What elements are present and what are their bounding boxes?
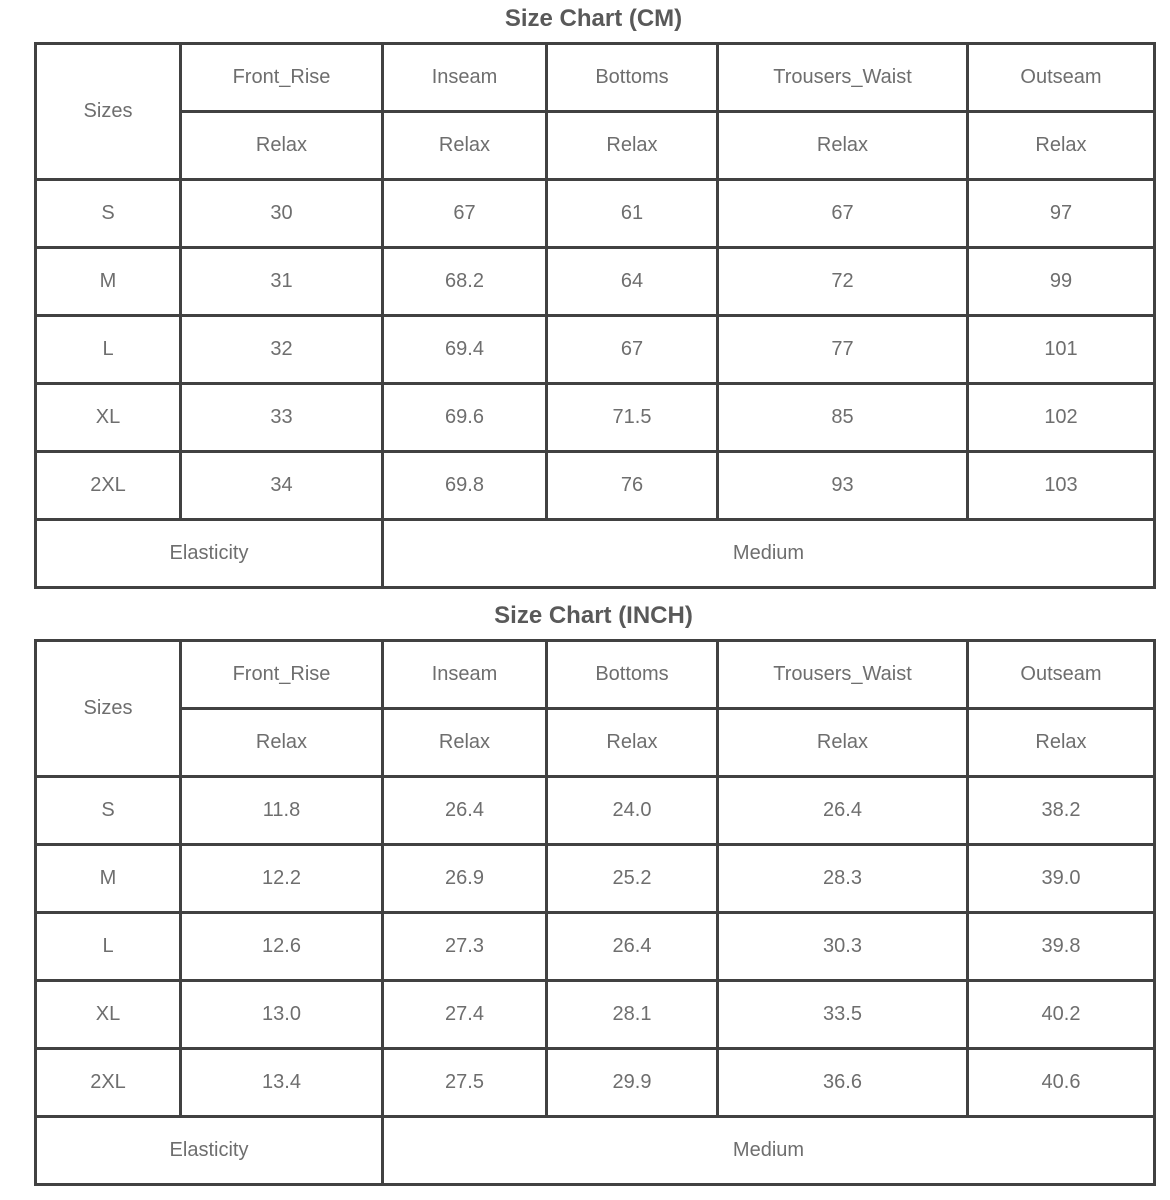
column-header-bottoms: Bottoms bbox=[547, 641, 718, 709]
column-header-bottoms: Bottoms bbox=[547, 44, 718, 112]
measurement-value: 101 bbox=[968, 316, 1155, 384]
table-row bbox=[36, 777, 1155, 845]
elasticity-label: Elasticity bbox=[36, 1117, 383, 1185]
measurement-value: 30 bbox=[181, 180, 383, 248]
size-label: 2XL bbox=[36, 1049, 181, 1117]
size-label: L bbox=[36, 316, 181, 384]
size-chart-inch-table bbox=[34, 639, 1156, 1186]
size-label: XL bbox=[36, 384, 181, 452]
footer-row-elasticity bbox=[36, 520, 1155, 588]
column-header-front-rise: Front_Rise bbox=[181, 641, 383, 709]
header-row-measurements bbox=[36, 641, 1155, 709]
fit-label: Relax bbox=[383, 112, 547, 180]
fit-label: Relax bbox=[181, 709, 383, 777]
size-label: L bbox=[36, 913, 181, 981]
table-row bbox=[36, 981, 1155, 1049]
measurement-value: 39.8 bbox=[968, 913, 1155, 981]
measurement-value: 97 bbox=[968, 180, 1155, 248]
size-label: M bbox=[36, 248, 181, 316]
measurement-value: 103 bbox=[968, 452, 1155, 520]
measurement-value: 85 bbox=[718, 384, 968, 452]
measurement-value: 26.4 bbox=[547, 913, 718, 981]
measurement-value: 12.2 bbox=[181, 845, 383, 913]
header-row-measurements bbox=[36, 44, 1155, 112]
fit-label: Relax bbox=[718, 112, 968, 180]
column-header-trousers-waist: Trousers_Waist bbox=[718, 641, 968, 709]
column-header-front-rise: Front_Rise bbox=[181, 44, 383, 112]
column-header-inseam: Inseam bbox=[383, 641, 547, 709]
measurement-value: 71.5 bbox=[547, 384, 718, 452]
measurement-value: 77 bbox=[718, 316, 968, 384]
fit-label: Relax bbox=[547, 709, 718, 777]
measurement-value: 32 bbox=[181, 316, 383, 384]
measurement-value: 38.2 bbox=[968, 777, 1155, 845]
measurement-value: 28.3 bbox=[718, 845, 968, 913]
table-row bbox=[36, 845, 1155, 913]
table-row bbox=[36, 180, 1155, 248]
measurement-value: 31 bbox=[181, 248, 383, 316]
measurement-value: 39.0 bbox=[968, 845, 1155, 913]
measurement-value: 36.6 bbox=[718, 1049, 968, 1117]
measurement-value: 26.9 bbox=[383, 845, 547, 913]
measurement-value: 33 bbox=[181, 384, 383, 452]
measurement-value: 27.5 bbox=[383, 1049, 547, 1117]
sizes-corner-header: Sizes bbox=[36, 44, 181, 180]
header-row-fit bbox=[36, 709, 1155, 777]
measurement-value: 13.0 bbox=[181, 981, 383, 1049]
elasticity-label: Elasticity bbox=[36, 520, 383, 588]
measurement-value: 27.4 bbox=[383, 981, 547, 1049]
column-header-outseam: Outseam bbox=[968, 44, 1155, 112]
measurement-value: 26.4 bbox=[383, 777, 547, 845]
measurement-value: 29.9 bbox=[547, 1049, 718, 1117]
measurement-value: 93 bbox=[718, 452, 968, 520]
column-header-inseam: Inseam bbox=[383, 44, 547, 112]
fit-label: Relax bbox=[383, 709, 547, 777]
measurement-value: 61 bbox=[547, 180, 718, 248]
measurement-value: 68.2 bbox=[383, 248, 547, 316]
table-row bbox=[36, 248, 1155, 316]
measurement-value: 69.4 bbox=[383, 316, 547, 384]
size-chart-cm-section bbox=[34, 4, 1153, 589]
measurement-value: 76 bbox=[547, 452, 718, 520]
measurement-value: 64 bbox=[547, 248, 718, 316]
elasticity-value: Medium bbox=[383, 520, 1155, 588]
size-label: S bbox=[36, 777, 181, 845]
size-chart-cm-title: Size Chart (CM) bbox=[504, 5, 683, 32]
measurement-value: 99 bbox=[968, 248, 1155, 316]
footer-row-elasticity bbox=[36, 1117, 1155, 1185]
measurement-value: 12.6 bbox=[181, 913, 383, 981]
measurement-value: 67 bbox=[547, 316, 718, 384]
measurement-value: 40.2 bbox=[968, 981, 1155, 1049]
measurement-value: 67 bbox=[383, 180, 547, 248]
measurement-value: 67 bbox=[718, 180, 968, 248]
table-row bbox=[36, 452, 1155, 520]
measurement-value: 69.6 bbox=[383, 384, 547, 452]
column-header-trousers-waist: Trousers_Waist bbox=[718, 44, 968, 112]
measurement-value: 24.0 bbox=[547, 777, 718, 845]
size-chart-cm-table bbox=[34, 42, 1156, 589]
size-chart-inch-section bbox=[34, 601, 1153, 1186]
measurement-value: 30.3 bbox=[718, 913, 968, 981]
measurement-value: 25.2 bbox=[547, 845, 718, 913]
table-row bbox=[36, 316, 1155, 384]
measurement-value: 69.8 bbox=[383, 452, 547, 520]
size-label: 2XL bbox=[36, 452, 181, 520]
measurement-value: 34 bbox=[181, 452, 383, 520]
measurement-value: 33.5 bbox=[718, 981, 968, 1049]
measurement-value: 13.4 bbox=[181, 1049, 383, 1117]
measurement-value: 72 bbox=[718, 248, 968, 316]
fit-label: Relax bbox=[968, 709, 1155, 777]
fit-label: Relax bbox=[181, 112, 383, 180]
measurement-value: 11.8 bbox=[181, 777, 383, 845]
sizes-corner-header: Sizes bbox=[36, 641, 181, 777]
size-label: XL bbox=[36, 981, 181, 1049]
size-chart-inch-title: Size Chart (INCH) bbox=[494, 602, 693, 629]
table-row bbox=[36, 913, 1155, 981]
measurement-value: 28.1 bbox=[547, 981, 718, 1049]
size-label: S bbox=[36, 180, 181, 248]
elasticity-value: Medium bbox=[383, 1117, 1155, 1185]
table-row bbox=[36, 1049, 1155, 1117]
header-row-fit bbox=[36, 112, 1155, 180]
fit-label: Relax bbox=[718, 709, 968, 777]
fit-label: Relax bbox=[968, 112, 1155, 180]
size-label: M bbox=[36, 845, 181, 913]
measurement-value: 27.3 bbox=[383, 913, 547, 981]
measurement-value: 102 bbox=[968, 384, 1155, 452]
measurement-value: 40.6 bbox=[968, 1049, 1155, 1117]
column-header-outseam: Outseam bbox=[968, 641, 1155, 709]
fit-label: Relax bbox=[547, 112, 718, 180]
measurement-value: 26.4 bbox=[718, 777, 968, 845]
table-row bbox=[36, 384, 1155, 452]
